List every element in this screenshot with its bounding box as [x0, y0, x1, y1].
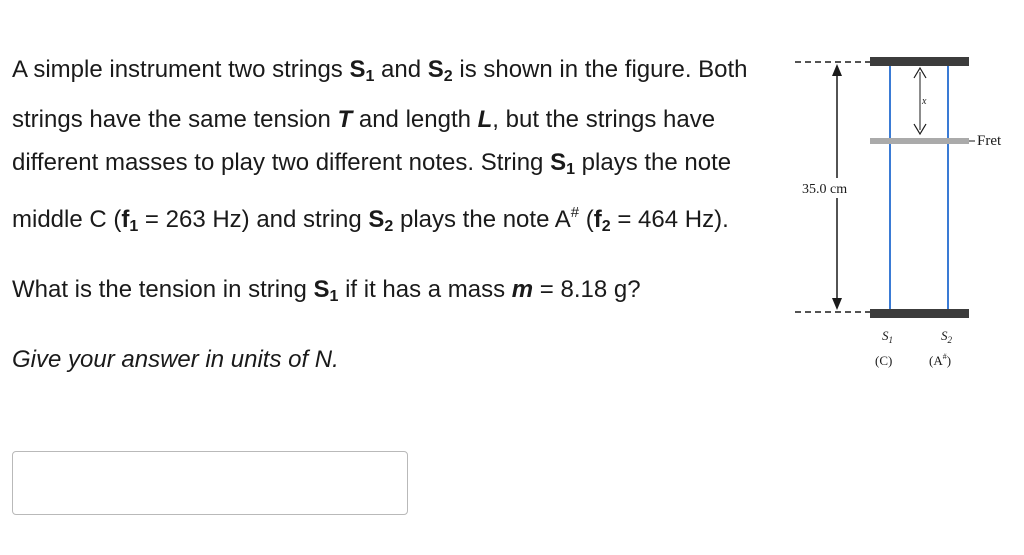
fret-label: Fret — [977, 133, 1002, 149]
s2-label: $S_2$ — [941, 328, 952, 345]
answer-instruction: Give your answer in units of N. — [12, 346, 339, 373]
question-text — [12, 48, 782, 381]
s1-note-label: (C) — [875, 353, 893, 368]
length-label: 35.0 cm — [802, 182, 848, 197]
x-label: x — [922, 96, 927, 107]
length-arrow-bottom — [832, 298, 842, 310]
s2-note-label: (A#) — [929, 352, 952, 368]
top-bar — [870, 57, 969, 66]
s1-label: $S_1$ — [882, 328, 893, 345]
length-arrow-top — [832, 64, 842, 76]
bottom-bar — [870, 309, 969, 318]
question-prompt: What is the tension in string $S_1$ if it has a mass m = 8.18 g? — [12, 276, 641, 305]
fret-bar — [870, 138, 969, 144]
problem-description: A simple instrument two strings $S_1$ and $S_2$ is shown in the figure. Both strings have the same tension T and length L, but the strings have different masses to play two different notes. String $S_1$ plays the note middle C ($f_1 = 263$ Hz) and string $S_2$ plays the note A# ($f_2 = 464$ Hz). — [12, 56, 748, 235]
string-instrument-figure — [790, 48, 1020, 388]
answer-input[interactable] — [12, 451, 408, 515]
